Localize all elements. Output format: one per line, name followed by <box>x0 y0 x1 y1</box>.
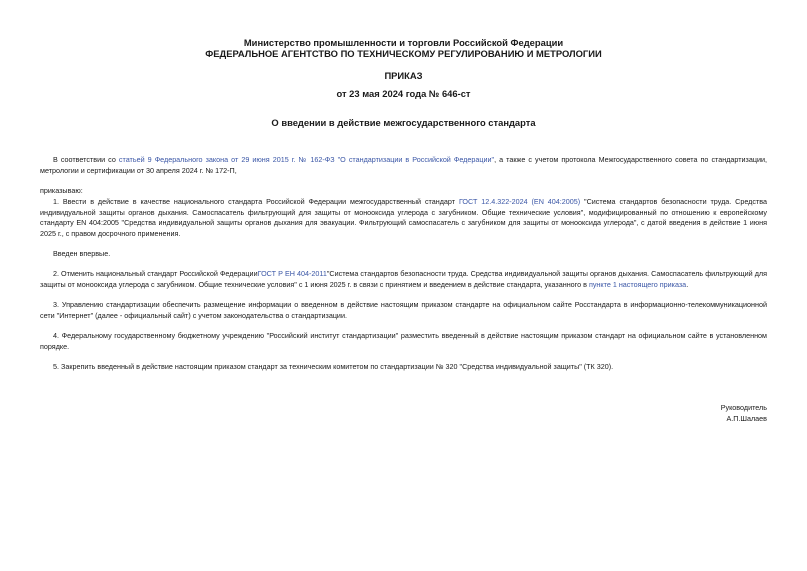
item-1-paragraph <box>40 197 767 239</box>
item-2-suffix: . <box>686 279 689 289</box>
agency-heading: ФЕДЕРАЛЬНОЕ АГЕНТСТВО ПО ТЕХНИЧЕСКОМУ РЕГУЛИРОВАНИЮ И МЕТРОЛОГИИ <box>205 48 602 59</box>
item-1-prefix: 1. Ввести в действие в качестве национального стандарта Российской Федерации межгосударственный стандарт <box>53 197 459 206</box>
introduced-first-note: Введен впервые. <box>53 249 111 258</box>
preamble-prefix: В соответствии со <box>53 155 119 164</box>
item-1-reference-link[interactable]: пункте 1 настоящего приказа <box>588 279 687 289</box>
item-2-paragraph <box>40 269 767 290</box>
ministry-heading: Министерство промышленности и торговли Российской Федерации <box>243 37 564 48</box>
signature-block <box>721 403 767 424</box>
signatory-title: Руководитель <box>720 403 767 412</box>
law-link[interactable]: статьей 9 Федерального закона от 29 июня 2015 г. № 162-ФЗ "О стандартизации в Российской Федерации" <box>118 155 495 164</box>
item-4-paragraph: 4. Федеральному государственному бюджетному учреждению "Российский институт стандартизации" разместить введенный в действие настоящим приказом стандарт на официальном сайте в установленном порядке. <box>40 331 767 351</box>
gost-12-4-322-link[interactable]: ГОСТ 12.4.322-2024 (EN 404:2005) <box>458 197 581 206</box>
item-2-prefix: 2. Отменить национальный стандарт Российской Федерации <box>53 269 258 278</box>
document-type: ПРИКАЗ <box>384 70 423 81</box>
preamble-suffix: , а также с учетом протокола Межгосударственного совета по стандартизации, метрологии и сертификации от 30 апреля 2024 г. № 172-П, <box>40 155 767 175</box>
document-date-number: от 23 мая 2024 года № 646-ст <box>336 88 471 99</box>
item-2-middle: "Система стандартов безопасности труда. Средства индивидуальной защиты органов дыхания. Самоспасатель фильтрующий для защиты от монооксида углерода с загубником. Общие технические условия" с 1 июня 2025 г. в связи с принятием и введением в действие стандарта, указанного в <box>40 269 768 289</box>
item-5-paragraph: 5. Закрепить введенный в действие настоящим приказом стандарт за техническим комитетом по стандартизации № 320 "Средства индивидуальной защиты" (ТК 320). <box>53 362 614 371</box>
item-3-paragraph: 3. Управлению стандартизации обеспечить размещение информации о введенном в действие настоящим приказом стандарте на официальном сайте Росстандарта в информационно-телекоммуникационной сети "Интернет" (далее - официальный сайт) с учетом законодательства о стандартизации. <box>40 300 767 320</box>
item-1-suffix: "Система стандартов безопасности труда. Средства индивидуальной защиты органов дыхания. Самоспасатель фильтрующий для защиты от монооксида углерода с загубником. Общие технические условия", модифицированный по отношению к европейскому стандарту EN 404:2005 "Средства индивидуальной защиты органов дыхания для эвакуации. Фильтрующий самоспасатель с загубником для защиты от монооксида углерода", с датой введения в действие 1 июня 2025 г., с правом досрочного применения. <box>40 197 767 238</box>
order-word: приказываю: <box>40 186 83 195</box>
signatory-name: А.П.Шалаев <box>726 413 767 423</box>
document-subject: О введении в действие межгосударственного стандарта <box>271 117 536 128</box>
preamble-paragraph <box>40 155 767 176</box>
gost-r-en-404-link[interactable]: ГОСТ Р ЕН 404-2011 <box>257 269 327 278</box>
